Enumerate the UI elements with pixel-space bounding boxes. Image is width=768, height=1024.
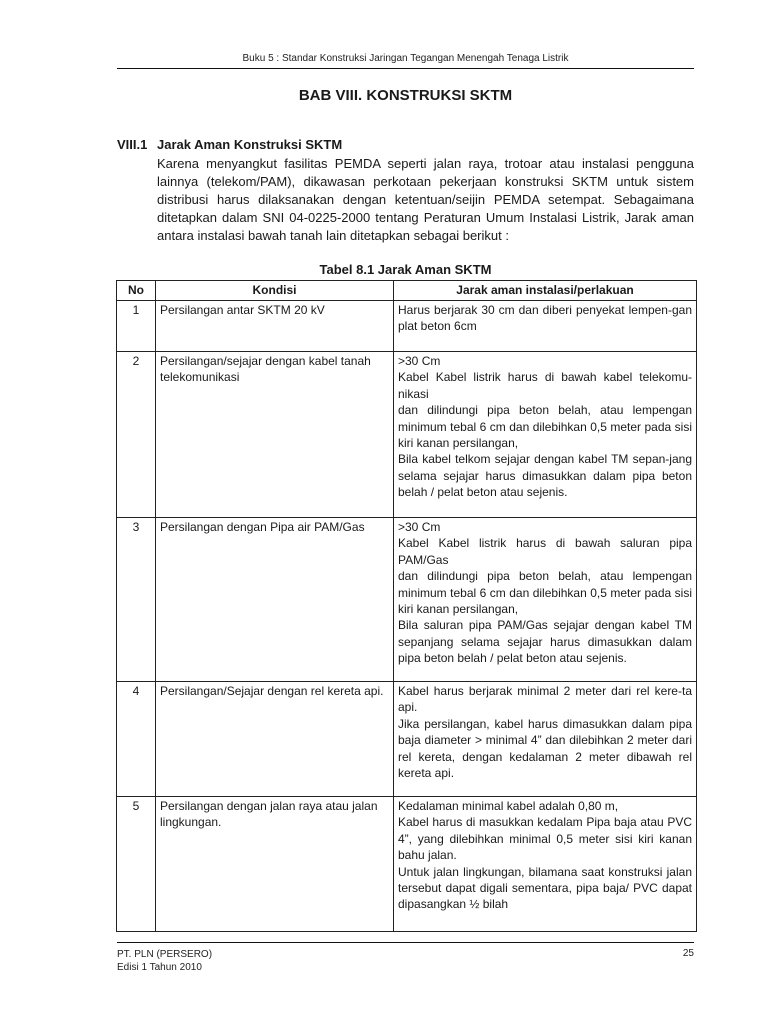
jarak-line: Kedalaman minimal kabel adalah 0,80 m, — [398, 799, 619, 813]
header-kondisi: Kondisi — [156, 281, 394, 301]
row-kondisi: Persilangan/sejajar dengan kabel tanah telekomunikasi — [156, 352, 394, 518]
jarak-line: Kabel Kabel listrik harus di bawah saluran pipa PAM/Gas — [398, 536, 692, 567]
row-jarak — [394, 518, 697, 682]
safety-distance-table — [116, 280, 697, 932]
footer-edition: Edisi 1 Tahun 2010 — [117, 962, 202, 973]
table-row — [117, 352, 697, 518]
table-row — [117, 518, 697, 682]
section-body: Karena menyangkut fasilitas PEMDA seperti jalan raya, trotoar atau instalasi pengguna lainnya (telekom/PAM), dikawasan perkotaan pekerjaan konstruksi SKTM untuk sistem distribusi harus dilaksanakan dengan ketentuan/seijin PEMDA setempat. Sebagaimana ditetapkan dalam SNI 04-0225-2000 tentang Peraturan Umum Instalasi Listrik, Jarak aman antara instalasi bawah tanah lain ditetapkan sebagai berikut : — [157, 156, 694, 243]
row-number: 3 — [117, 518, 156, 682]
footer-company: PT. PLN (PERSERO) — [117, 949, 213, 960]
jarak-line: Harus berjarak 30 cm dan diberi penyekat lempen-gan plat beton 6cm — [398, 303, 692, 334]
row-number: 1 — [117, 301, 156, 352]
row-kondisi: Persilangan/Sejajar dengan rel kereta api. — [156, 682, 394, 797]
chapter-title: BAB VIII. KONSTRUKSI SKTM — [298, 87, 513, 104]
jarak-line: Jika persilangan, kabel harus dimasukkan dalam pipa baja diameter > minimal 4” dan dilebihkan 2 meter dari rel kereta, dengan kedalaman 2 meter dibawah rel kereta api. — [398, 716, 692, 781]
table-row — [117, 682, 697, 797]
jarak-line: dan dilindungi pipa beton belah, atau lempengan minimum tebal 6 cm dan dilebihkan 0,5 meter pada sisi kiri kanan persilangan, — [398, 569, 692, 617]
footer-divider — [117, 942, 694, 943]
row-number: 5 — [117, 797, 156, 932]
table-header-row — [117, 281, 697, 301]
section-heading — [117, 137, 342, 152]
row-kondisi: Persilangan antar SKTM 20 kV — [156, 301, 394, 352]
jarak-line: Kabel harus di masukkan kedalam Pipa baja atau PVC 4”, yang dilebihkan minimal 0,5 meter sisi kiri kanan bahu jalan. — [398, 815, 692, 863]
row-jarak — [394, 352, 697, 518]
footer-publisher — [117, 948, 212, 974]
jarak-line: Kabel harus berjarak minimal 2 meter dari rel kere-ta api. — [398, 684, 692, 715]
jarak-line: >30 Cm — [398, 354, 441, 368]
jarak-line: dan dilindungi pipa beton belah, atau lempengan minimum tebal 6 cm dan dilebihkan 0,5 meter pada sisi kiri kanan persilangan, — [398, 403, 692, 451]
jarak-line: Bila kabel telkom sejajar dengan kabel TM sepan-jang selama sejajar harus dimasukkan dalam pipa beton belah / pelat beton atau sejenis. — [398, 452, 692, 500]
jarak-line: Bila saluran pipa PAM/Gas sejajar dengan kabel TM sepanjang selama sejajar harus dimasukkan dalam pipa beton belah / pelat beton atau sejenis. — [398, 618, 692, 666]
header-divider — [117, 68, 694, 69]
jarak-line: Kabel Kabel listrik harus di bawah kabel telekomu-nikasi — [398, 370, 692, 401]
row-kondisi: Persilangan dengan Pipa air PAM/Gas — [156, 518, 394, 682]
running-header: Buku 5 : Standar Konstruksi Jaringan Tegangan Menengah Tenaga Listrik — [242, 53, 569, 64]
section-number: VIII.1 — [117, 137, 148, 152]
table-row — [117, 301, 697, 352]
jarak-line: >30 Cm — [398, 520, 441, 534]
jarak-line: Untuk jalan lingkungan, bilamana saat konstruksi jalan tersebut dapat digali sementara, pipa baja/ PVC dapat dipasangkan ½ bilah — [398, 864, 692, 912]
table-row — [117, 797, 697, 932]
row-jarak — [394, 682, 697, 797]
page-number: 25 — [682, 948, 694, 959]
header-jarak: Jarak aman instalasi/perlakuan — [394, 281, 697, 301]
header-no: No — [117, 281, 156, 301]
row-kondisi: Persilangan dengan jalan raya atau jalan lingkungan. — [156, 797, 394, 932]
row-number: 4 — [117, 682, 156, 797]
row-jarak — [394, 797, 697, 932]
row-jarak — [394, 301, 697, 352]
table-caption: Tabel 8.1 Jarak Aman SKTM — [319, 262, 492, 277]
section-title: Jarak Aman Konstruksi SKTM — [157, 137, 343, 152]
row-number: 2 — [117, 352, 156, 518]
